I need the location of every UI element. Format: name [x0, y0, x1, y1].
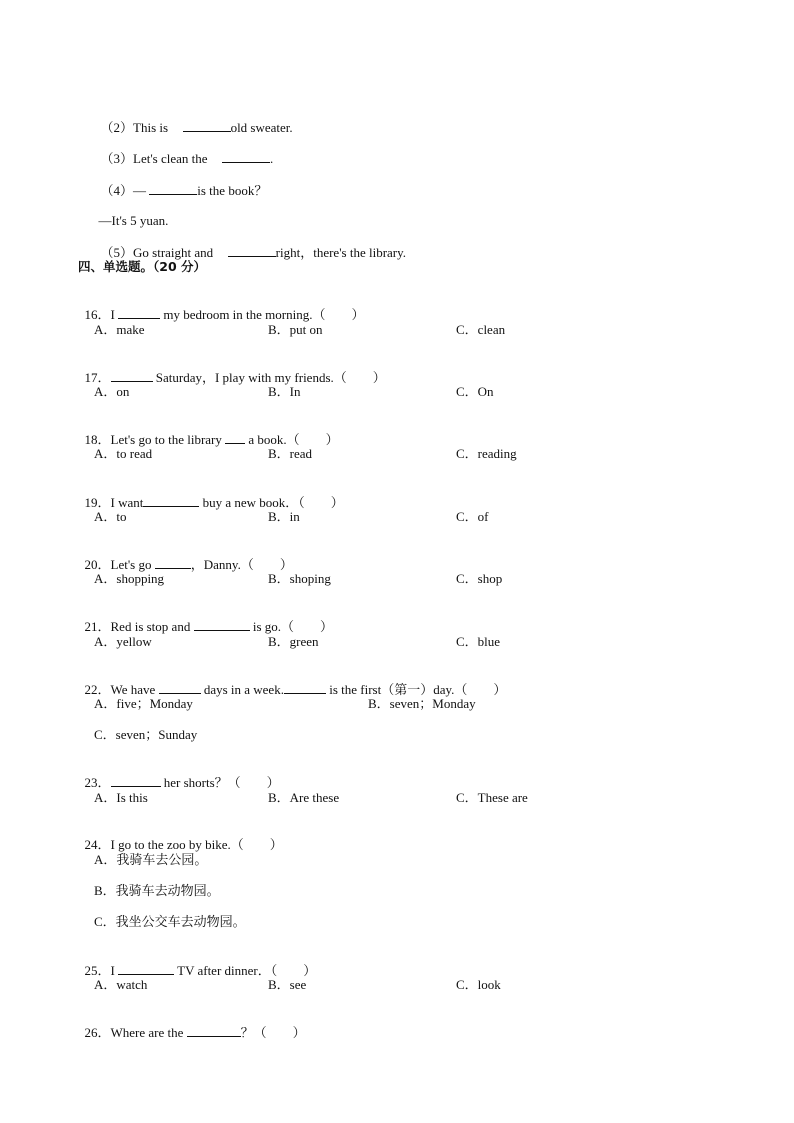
item-text: old sweater.: [230, 120, 293, 135]
question-17: [78, 353, 386, 386]
option-c[interactable]: C．of: [456, 509, 489, 524]
question-text: days in a week.: [200, 682, 284, 697]
answer-blank[interactable]: [143, 494, 199, 507]
question-text: Where are the: [110, 1025, 187, 1040]
question-number: 21．: [84, 619, 111, 634]
fill-item-5: [94, 228, 406, 261]
question-text: ，Danny.（ ）: [190, 557, 293, 572]
question-text: my bedroom in the morning.（ ）: [160, 307, 365, 322]
question-text: is go.（ ）: [249, 619, 333, 634]
option-a[interactable]: A．Is this: [94, 790, 148, 805]
answer-text: —It's 5 yuan.: [98, 213, 169, 228]
item-number: （3）: [100, 151, 134, 166]
question-22: [78, 665, 506, 698]
item-text: right，there's the library.: [275, 245, 407, 260]
answer-blank[interactable]: [228, 244, 276, 257]
answer-blank[interactable]: [155, 556, 191, 569]
question-text: I: [110, 963, 119, 978]
question-21: [78, 602, 333, 635]
item-number: （4）: [100, 183, 134, 198]
question-text: Let's go: [110, 557, 155, 572]
option-a[interactable]: A．shopping: [94, 571, 165, 586]
option-b[interactable]: B．shoping: [268, 571, 331, 586]
item-text: —: [133, 183, 150, 198]
fill-item-2: [94, 103, 293, 136]
option-c[interactable]: C．seven；Sunday: [94, 727, 198, 742]
answer-blank[interactable]: [149, 182, 197, 195]
question-number: 22．: [84, 682, 111, 697]
answer-blank[interactable]: [187, 1024, 241, 1037]
question-26: [78, 1008, 306, 1041]
question-text: Let's go to the library: [110, 432, 226, 447]
question-number: 20．: [84, 557, 111, 572]
question-24: [78, 821, 283, 853]
answer-blank[interactable]: [111, 774, 161, 787]
question-text: I want: [110, 495, 144, 510]
question-20: [78, 540, 293, 573]
answer-blank[interactable]: [222, 150, 270, 163]
answer-blank[interactable]: [183, 119, 231, 132]
item-text: .: [270, 151, 274, 166]
answer-blank[interactable]: [194, 618, 250, 631]
question-number: 23．: [84, 775, 111, 790]
question-number: 26．: [84, 1025, 111, 1040]
item-text: is the book？: [197, 183, 268, 198]
answer-blank[interactable]: [159, 681, 201, 694]
option-a[interactable]: A．to read: [94, 446, 153, 461]
option-c[interactable]: C．reading: [456, 446, 517, 461]
question-number: 17．: [84, 370, 111, 385]
item-text: Let's clean the: [133, 151, 215, 166]
question-text: is the first（第一）day.（ ）: [325, 682, 507, 697]
question-number: 19．: [84, 495, 111, 510]
question-23: [78, 758, 280, 791]
fill-item-3: [94, 134, 273, 167]
option-a[interactable]: A．yellow: [94, 634, 152, 649]
answer-blank[interactable]: [225, 431, 245, 444]
question-number: 25．: [84, 963, 111, 978]
option-c[interactable]: C．These are: [456, 790, 528, 805]
option-a[interactable]: A．to: [94, 509, 127, 524]
option-c[interactable]: C．On: [456, 384, 494, 399]
question-text: buy a new book．（ ）: [199, 495, 344, 510]
item-text: Go straight and: [133, 245, 220, 260]
question-16: [78, 290, 364, 323]
option-b[interactable]: B．green: [268, 634, 319, 649]
option-a[interactable]: A．on: [94, 384, 130, 399]
option-b[interactable]: B．in: [268, 509, 300, 524]
question-18: [78, 415, 339, 448]
item-number: （5）: [100, 245, 134, 260]
item-text: This is: [133, 120, 175, 135]
option-c[interactable]: C．我坐公交车去动物园。: [94, 914, 246, 929]
fill-item-4-answer: [92, 197, 168, 229]
option-b[interactable]: B．read: [268, 446, 313, 461]
option-a[interactable]: A．five；Monday: [94, 696, 193, 711]
question-text: I: [110, 307, 119, 322]
question-text: her shorts？（ ）: [160, 775, 280, 790]
question-text: TV after dinner．（ ）: [174, 963, 317, 978]
question-text: We have: [110, 682, 159, 697]
question-text: a book.（ ）: [245, 432, 339, 447]
option-a[interactable]: A．make: [94, 322, 145, 337]
question-text: ？（ ）: [240, 1025, 306, 1040]
option-c[interactable]: C．look: [456, 977, 501, 992]
question-25: [78, 946, 316, 979]
question-number: 16．: [84, 307, 111, 322]
option-b[interactable]: B．see: [268, 977, 307, 992]
item-number: （2）: [100, 120, 134, 135]
question-19: [78, 478, 344, 511]
answer-blank[interactable]: [118, 306, 160, 319]
answer-blank[interactable]: [111, 369, 153, 382]
option-c[interactable]: C．clean: [456, 322, 506, 337]
option-a[interactable]: A．watch: [94, 977, 148, 992]
option-b[interactable]: B．Are these: [268, 790, 340, 805]
question-text: Saturday，I play with my friends.（ ）: [152, 370, 386, 385]
question-text: Red is stop and: [110, 619, 194, 634]
answer-blank[interactable]: [118, 962, 174, 975]
option-b[interactable]: B．put on: [268, 322, 323, 337]
fill-item-4: [94, 166, 267, 199]
option-b[interactable]: B．我骑车去动物园。: [94, 883, 220, 898]
question-text: I go to the zoo by bike.（ ）: [110, 837, 283, 852]
option-c[interactable]: C．blue: [456, 634, 501, 649]
option-b[interactable]: B．seven；Monday: [368, 696, 476, 711]
question-number: 24．: [84, 837, 111, 852]
answer-blank[interactable]: [284, 681, 326, 694]
option-a[interactable]: A．我骑车去公园。: [94, 852, 208, 867]
option-b[interactable]: B．In: [268, 384, 301, 399]
question-number: 18．: [84, 432, 111, 447]
section-title: 四、单选题。（20 分）: [78, 259, 206, 274]
option-c[interactable]: C．shop: [456, 571, 503, 586]
